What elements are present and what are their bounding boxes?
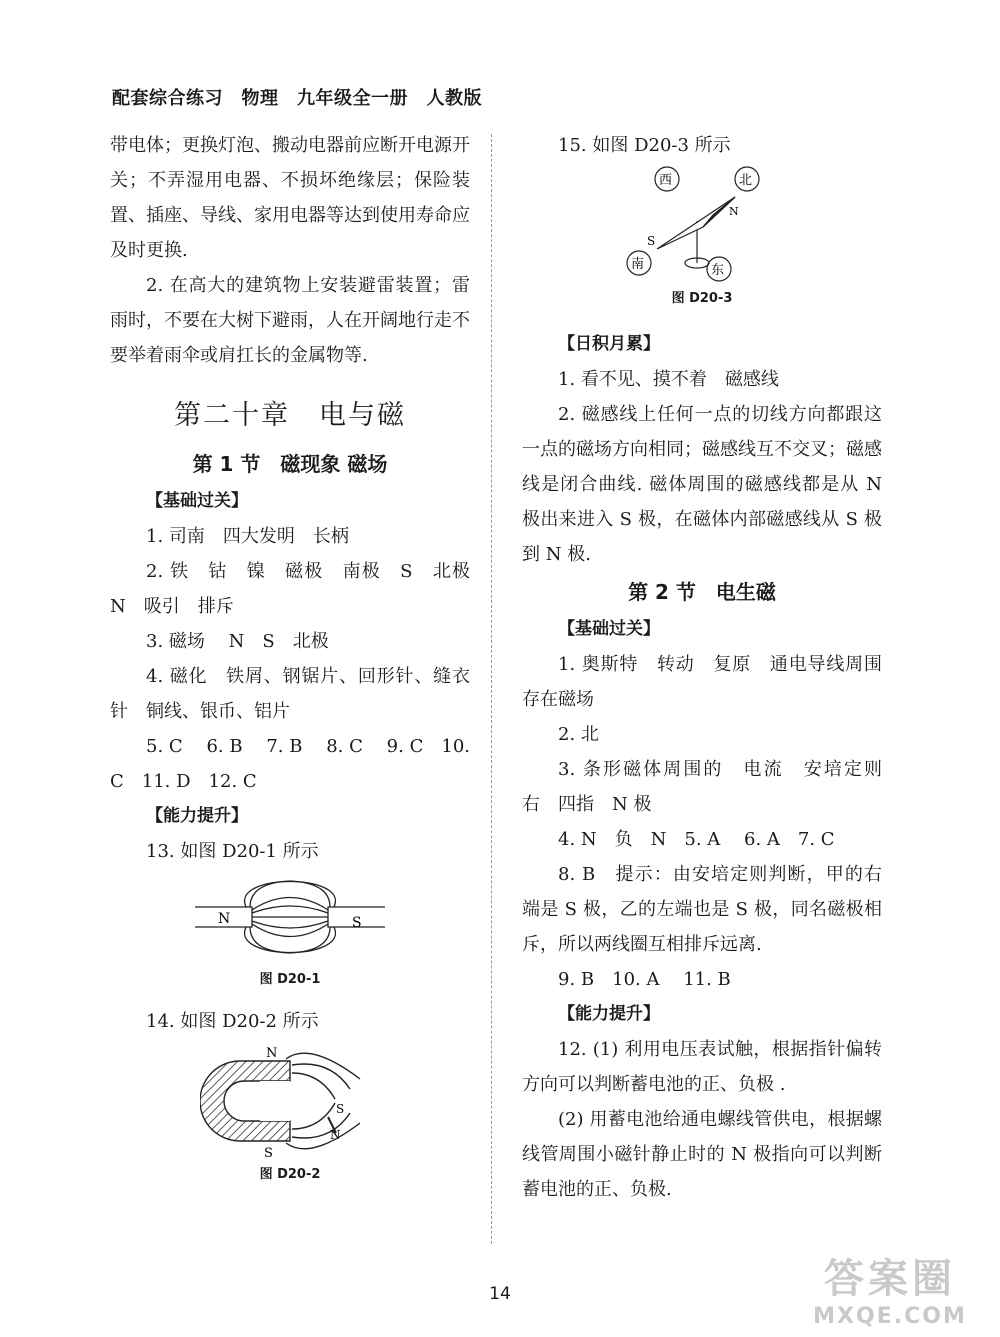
tag-accumulation: 【日积月累】 bbox=[558, 334, 660, 354]
fig3-east: 东 bbox=[711, 263, 725, 278]
fig2-needle-n: N bbox=[330, 1128, 341, 1142]
answer-2-lightning: 2. 在高大的建筑物上安装避雷装置；雷雨时，不要在大树下避雨，人在开阔地行走不要举着雨伞或肩扛长的金属物等. bbox=[110, 275, 470, 366]
answer-1: 1. 司南 四大发明 长柄 bbox=[146, 526, 349, 547]
chapter-title: 第二十章 电与磁 bbox=[174, 400, 406, 431]
answer-2: 2. 铁 钴 镍 磁极 南极 S 北极 N 吸引 排斥 bbox=[110, 561, 488, 617]
accum-2: 2. 磁感线上任何一点的切线方向都跟这一点的磁场方向相同；磁感线互不交叉；磁感线是闭合曲线. 磁体周围的磁感线都是从 N 极出来进入 S 极，在磁体内部磁感线从 S 极到 N 极. bbox=[522, 404, 882, 565]
section-title-2: 第 2 节 电生磁 bbox=[628, 580, 776, 604]
figure-caption-d20-3: 图 D20-3 bbox=[671, 291, 733, 306]
tag-basic-1: 【基础过关】 bbox=[146, 491, 248, 511]
fig3-north: 北 bbox=[739, 173, 753, 188]
answer-5-12: 5. C 6. B 7. B 8. C 9. C 10. C 11. D 12. C bbox=[110, 736, 470, 792]
page-header: 配套综合练习 物理 九年级全一册 人教版 bbox=[112, 88, 482, 109]
fig2-s-label: S bbox=[264, 1146, 273, 1159]
answer-13: 13. 如图 D20-1 所示 bbox=[146, 841, 319, 862]
tag-ability-2: 【能力提升】 bbox=[558, 1004, 660, 1024]
answer-b3: 3. 条形磁体周围的 电流 安培定则 右 四指 N 极 bbox=[522, 759, 900, 815]
compass-needle-diagram bbox=[617, 163, 787, 283]
answer-b8: 8. B 提示：由安培定则判断，甲的右端是 S 极，乙的左端也是 S 极，同名磁极相斥，所以两线圈互相排斥远离. bbox=[522, 864, 882, 955]
answer-4: 4. 磁化 铁屑、钢锯片、回形针、缝衣针 铜线、银币、铝片 bbox=[110, 666, 470, 722]
fig1-s-label: S bbox=[352, 915, 362, 931]
watermark-line-2: MXQE.COM bbox=[813, 1304, 967, 1329]
bar-magnets-field-diagram bbox=[190, 869, 390, 964]
figure-d20-1 bbox=[110, 869, 470, 990]
answer-14: 14. 如图 D20-2 所示 bbox=[146, 1011, 319, 1032]
answer-b4: 4. N 负 N 5. A 6. A 7. C bbox=[558, 829, 835, 850]
fig2-needle-s: S bbox=[336, 1102, 345, 1116]
safety-continued-text: 带电体；更换灯泡、搬动电器前应断开电源开关；不弄湿用电器、不损坏绝缘层；保险装置、插座、导线、家用电器等达到使用寿命应及时更换. bbox=[110, 135, 470, 261]
answer-b12-2: (2) 用蓄电池给通电螺线管供电，根据螺线管周围小磁针静止时的 N 极指向可以判断蓄电池的正、负极. bbox=[522, 1109, 882, 1200]
tag-basic-2: 【基础过关】 bbox=[558, 619, 660, 639]
right-column bbox=[522, 128, 900, 1207]
tag-ability-1: 【能力提升】 bbox=[146, 806, 248, 826]
fig3-south: 南 bbox=[631, 257, 645, 272]
watermark-logo bbox=[790, 1247, 990, 1329]
column-divider bbox=[491, 134, 492, 1244]
fig2-n-label: N bbox=[266, 1046, 278, 1061]
figure-caption-d20-2: 图 D20-2 bbox=[259, 1167, 321, 1182]
page-number: 14 bbox=[489, 1284, 511, 1304]
answer-b12-1: 12. (1) 利用电压表试触，根据指针偏转方向可以判断蓄电池的正、负极 . bbox=[522, 1039, 882, 1095]
figure-d20-2 bbox=[110, 1039, 470, 1185]
fig1-n-label: N bbox=[218, 911, 231, 927]
answer-15: 15. 如图 D20-3 所示 bbox=[558, 135, 731, 156]
left-column bbox=[110, 128, 488, 1185]
fig3-n-label: N bbox=[729, 205, 739, 218]
fig3-west: 西 bbox=[659, 173, 673, 188]
accum-1: 1. 看不见、摸不着 磁感线 bbox=[558, 369, 779, 390]
figure-caption-d20-1: 图 D20-1 bbox=[259, 972, 321, 987]
answer-b1: 1. 奥斯特 转动 复原 通电导线周围存在磁场 bbox=[522, 654, 882, 710]
answer-b9: 9. B 10. A 11. B bbox=[558, 969, 731, 990]
section-title-1: 第 1 节 磁现象 磁场 bbox=[192, 452, 388, 476]
horseshoe-magnet-diagram bbox=[200, 1039, 380, 1159]
answer-3: 3. 磁场 N S 北极 bbox=[146, 631, 329, 652]
answer-b2: 2. 北 bbox=[558, 724, 599, 745]
figure-d20-3 bbox=[522, 163, 882, 309]
watermark-line-1: 答案圈 bbox=[824, 1256, 956, 1302]
fig3-s-label: S bbox=[647, 234, 656, 248]
